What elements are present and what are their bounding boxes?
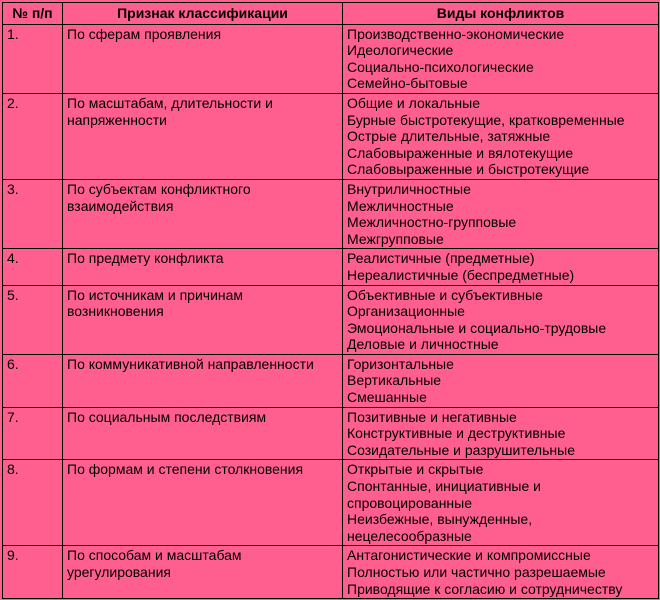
row-conflict-types <box>343 249 659 285</box>
header-num: № п/п <box>3 3 63 25</box>
row-number: 6. <box>3 354 63 407</box>
conflict-type-item: Межгрупповые <box>347 230 444 247</box>
conflict-type-item: Слабовыраженные и вялотекущие <box>347 144 574 161</box>
table-row <box>3 93 659 179</box>
table-row <box>3 407 659 460</box>
row-number: 7. <box>3 407 63 460</box>
conflict-type-item: Социально-психологические <box>347 58 534 75</box>
table-row <box>3 179 659 248</box>
conflict-type-item: Бурные быстротекущие, кратковременные <box>347 111 625 128</box>
table-row <box>3 285 659 354</box>
table-row <box>3 24 659 93</box>
conflict-type-item: Слабовыраженные и быстротекущие <box>347 161 590 178</box>
conflict-type-item: Полностью или частично разрешаемые <box>347 564 606 580</box>
conflict-type-item: Смешанные <box>347 389 427 406</box>
conflict-type-item: Острые длительные, затяжные <box>347 128 551 145</box>
conflict-type-item: Производственно-экономические <box>347 25 565 42</box>
table-body <box>3 24 659 599</box>
row-conflict-types <box>343 354 659 407</box>
row-conflict-types <box>343 285 659 354</box>
conflict-type-item: Общие и локальные <box>347 94 481 111</box>
conflict-type-item: Позитивные и негативные <box>347 408 517 425</box>
row-criterion: По субъектам конфликтного взаимодействия <box>63 179 343 248</box>
table-row <box>3 460 659 546</box>
row-criterion: По формам и степени столкновения <box>63 460 343 546</box>
row-number: 3. <box>3 179 63 248</box>
table-header-row <box>3 3 659 25</box>
row-criterion: По предмету конфликта <box>63 249 343 285</box>
table-row <box>3 249 659 285</box>
conflict-type-item: Горизонтальные <box>347 355 454 372</box>
conflict-type-item: Организационные <box>347 303 465 320</box>
table-row <box>3 354 659 407</box>
row-number: 8. <box>3 460 63 546</box>
conflict-type-item: Антагонистические и компромиссные <box>347 547 591 564</box>
table-row <box>3 546 659 599</box>
conflict-type-item: Открытые и скрытые <box>347 461 484 478</box>
row-criterion: По способам и масштабам урегулирования <box>63 546 343 599</box>
row-conflict-types <box>343 407 659 460</box>
row-number: 5. <box>3 285 63 354</box>
conflict-type-item: Вертикальные <box>347 372 442 389</box>
conflict-type-item: Межличностно-групповые <box>347 214 517 231</box>
conflict-type-item: Реалистичные (предметные) <box>347 250 535 267</box>
conflict-type-item: Семейно-бытовые <box>347 75 468 92</box>
row-number: 9. <box>3 546 63 599</box>
conflict-type-item: Неизбежные, вынужденные, нецелесообразные <box>347 511 533 544</box>
row-conflict-types <box>343 179 659 248</box>
conflict-type-item: Внутриличностные <box>347 180 471 197</box>
row-conflict-types <box>343 93 659 179</box>
row-conflict-types <box>343 460 659 546</box>
conflict-type-item: Деловые и личностные <box>347 336 499 353</box>
header-criterion: Признак классификации <box>63 3 343 25</box>
conflict-type-item: Эмоциональные и социально-трудовые <box>347 319 607 336</box>
conflict-type-item: Идеологические <box>347 42 454 59</box>
conflict-classification-table <box>2 2 659 599</box>
row-criterion: По источникам и причинам возникновения <box>63 285 343 354</box>
conflict-type-item: Межличностные <box>347 197 454 214</box>
row-conflict-types <box>343 546 659 599</box>
conflict-type-item: Спонтанные, инициативные и спровоцированные <box>347 478 541 511</box>
row-criterion: По масштабам, длительности и напряженности <box>63 93 343 179</box>
row-number: 2. <box>3 93 63 179</box>
conflict-type-item: Нереалистичные (беспредметные) <box>347 266 575 283</box>
conflict-type-item: Приводящие к согласию и сотрудничеству <box>347 580 623 597</box>
row-criterion: По социальным последствиям <box>63 407 343 460</box>
conflict-type-item: Объективные и субъективные <box>347 286 543 303</box>
row-number: 4. <box>3 249 63 285</box>
row-criterion: По сферам проявления <box>63 24 343 93</box>
conflict-type-item: Конструктивные и деструктивные <box>347 425 566 442</box>
header-types: Виды конфликтов <box>343 3 659 25</box>
conflict-type-item: Созидательные и разрушительные <box>347 441 575 458</box>
row-number: 1. <box>3 24 63 93</box>
row-conflict-types <box>343 24 659 93</box>
row-criterion: По коммуникативной направленности <box>63 354 343 407</box>
